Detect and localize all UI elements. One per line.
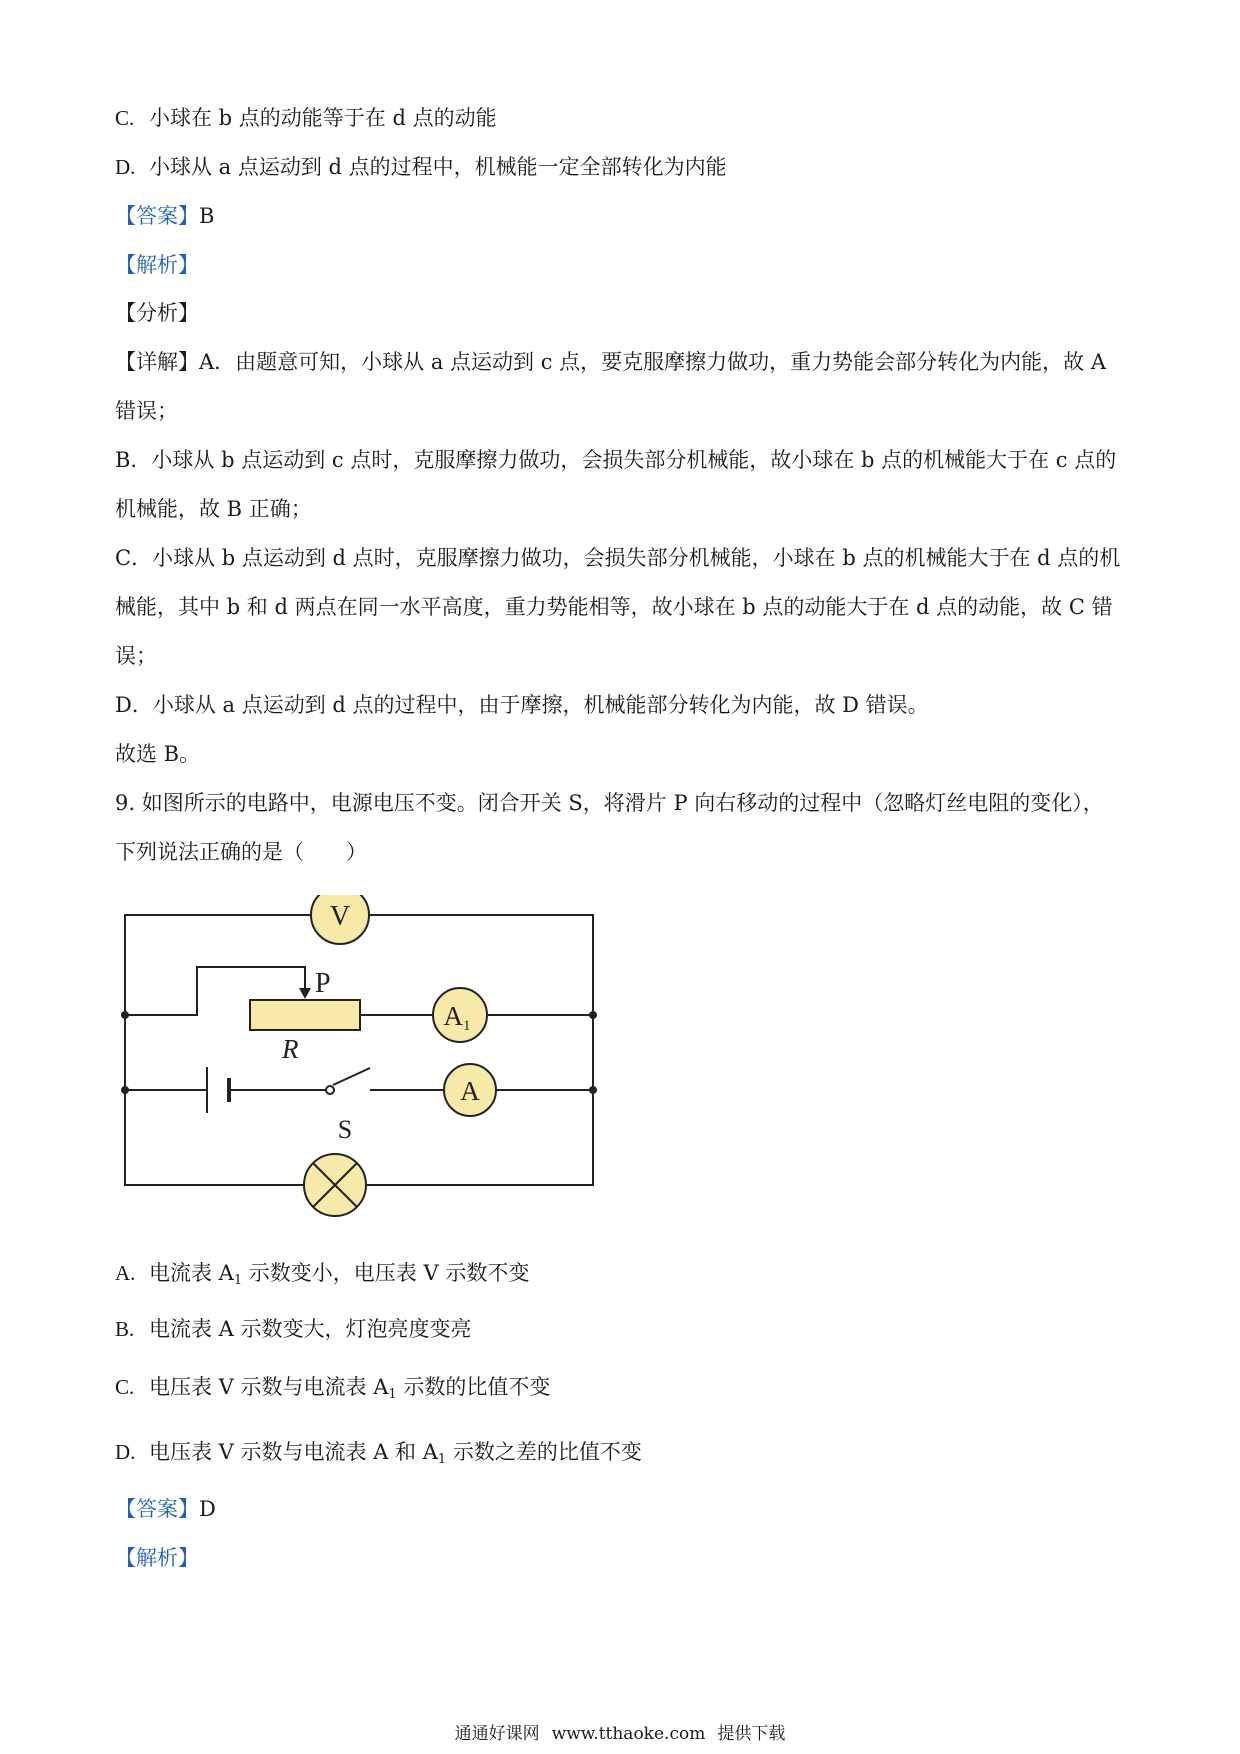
prev-detail-line-7: 误； (115, 644, 157, 668)
prev-detail-line-6: 械能，其中 b 和 d 两点在同一水平高度，重力势能相等，故小球在 b 点的动能大于在 d 点的动能，故 C 错 (115, 595, 1113, 619)
prev-detail-line-2: 错误； (115, 399, 178, 423)
junction-dot (589, 1011, 597, 1019)
footer-site: 通通好课网 (454, 1724, 540, 1744)
option-text-pre: 电压表 V 示数与电流表 A 和 A (149, 1440, 438, 1464)
answer-tag: 【答案】 (115, 204, 199, 228)
analysis-tag: 【解析】 (115, 1546, 199, 1570)
prev-detail-line-3: B．小球从 b 点运动到 c 点时，克服摩擦力做功，会损失部分机械能，故小球在 b 点的机械能大于在 c 点的 (115, 448, 1117, 472)
option-text: 小球从 a 点运动到 d 点的过程中，机械能一定全部转化为内能 (149, 155, 727, 179)
prev-detail-line-8: D．小球从 a 点运动到 d 点的过程中，由于摩擦，机械能部分转化为内能，故 D 错误。 (115, 693, 929, 717)
option-a (115, 1258, 529, 1296)
resistor (250, 1000, 360, 1030)
option-b (115, 1314, 472, 1344)
detail-tag: 【详解】 (115, 350, 199, 374)
option-label: D. (115, 1440, 136, 1464)
resistor-label: R (282, 1034, 299, 1064)
prev-detail-line-4: 机械能，故 B 正确； (115, 497, 312, 521)
answer-value: B (199, 204, 215, 228)
footer-url[interactable]: www.tthaoke.com (551, 1724, 706, 1744)
slider-arrow (299, 988, 311, 999)
page-footer (0, 1722, 1240, 1746)
option-label: A. (115, 1261, 136, 1285)
question-text-line-2: 下列说法正确的是（ ） (115, 840, 367, 864)
option-label: C. (115, 106, 135, 130)
prev-detail-line-5: C．小球从 b 点运动到 d 点时，克服摩擦力做功，会损失部分机械能，小球在 b 点的机械能大于在 d 点的机 (115, 546, 1121, 570)
prev-answer (115, 201, 214, 231)
option-text-sub: 1 (437, 1452, 447, 1467)
prev-analysis-tag: 【解析】 (115, 253, 199, 277)
option-d (115, 1437, 642, 1475)
footer-note: 提供下载 (717, 1724, 786, 1744)
option-c (115, 1372, 550, 1410)
prev-option-d (115, 152, 727, 182)
switch-pivot (326, 1086, 334, 1094)
junction-dot (589, 1086, 597, 1094)
ammeter-a-label: A (460, 1076, 480, 1106)
prev-option-c (115, 103, 497, 133)
circuit-diagram (115, 895, 605, 1245)
voltmeter-label: V (329, 901, 351, 932)
option-text-post: 示数变小，电压表 V 示数不变 (242, 1261, 530, 1285)
detail-text: A．由题意可知，小球从 a 点运动到 c 点，要克服摩擦力做功，重力势能会部分转化为内能，故 A (199, 350, 1106, 374)
option-text: 小球在 b 点的动能等于在 d 点的动能 (149, 106, 497, 130)
slider-label: P (315, 968, 331, 999)
answer-value: D (199, 1497, 216, 1521)
answer (115, 1494, 216, 1524)
option-label: B. (115, 1317, 135, 1341)
option-text-pre: 电流表 A (149, 1261, 234, 1285)
prev-detail-line-9: 故选 B。 (115, 742, 201, 766)
ammeter-a1-label: A1 (443, 1001, 471, 1034)
question-text-line-1: 9. 如图所示的电路中，电源电压不变。闭合开关 S，将滑片 P 向右移动的过程中（忽略灯丝电阻的变化）， (115, 791, 1104, 815)
option-text-sub: 1 (233, 1273, 243, 1288)
answer-tag: 【答案】 (115, 1497, 199, 1521)
junction-dot (121, 1011, 129, 1019)
option-text-pre: 电压表 V 示数与电流表 A (149, 1375, 389, 1399)
option-text-post: 示数的比值不变 (396, 1375, 551, 1399)
option-text-pre: 电流表 A 示数变大，灯泡亮度变亮 (149, 1317, 472, 1341)
option-text-post: 示数之差的比值不变 (446, 1440, 642, 1464)
option-text-sub: 1 (388, 1387, 397, 1402)
option-label: C. (115, 1375, 135, 1399)
option-label: D. (115, 155, 136, 179)
prev-detail-line-1 (115, 347, 1106, 377)
prev-fenxi-tag: 【分析】 (115, 301, 199, 325)
junction-dot (121, 1086, 129, 1094)
switch-label: S (337, 1115, 353, 1144)
